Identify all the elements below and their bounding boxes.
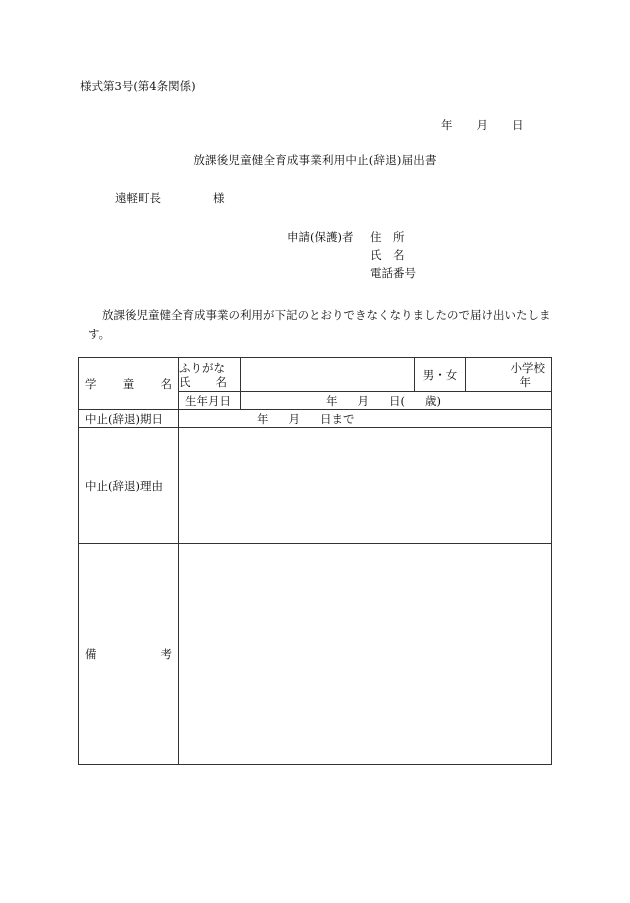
furigana-label: ふりがな	[179, 360, 225, 375]
stop-date-year: 年	[257, 411, 269, 426]
grade-label: 年	[519, 374, 531, 389]
stop-date-until: 日まで	[320, 411, 355, 426]
submission-date	[441, 120, 524, 132]
gender-cell[interactable]: 男・女	[415, 358, 466, 392]
stop-date-input[interactable]	[179, 410, 552, 428]
birthdate-month: 月	[357, 393, 369, 408]
birthdate-day: 日(	[389, 393, 405, 408]
birthdate-input[interactable]	[241, 392, 552, 410]
notification-table	[78, 357, 552, 765]
addressee-name: 遠軽町長	[115, 191, 161, 205]
stop-date-month: 月	[288, 411, 300, 426]
honorific: 様	[213, 191, 225, 205]
child-label-char: 童	[122, 376, 135, 391]
form-number: 様式第3号(第4条関係)	[80, 79, 196, 93]
applicant-label: 申請(保護)者	[287, 230, 354, 244]
applicant-name-label: 氏 名	[370, 248, 405, 262]
date-month: 月	[476, 118, 488, 132]
child-label-char: 名	[160, 376, 172, 391]
applicant-address-label: 住 所	[370, 230, 405, 244]
name-label-char: 氏	[179, 374, 191, 389]
remarks-label-cell	[79, 544, 179, 765]
remarks-label-char: 考	[160, 647, 172, 661]
birthdate-label: 生年月日	[179, 392, 241, 410]
name-label-char: 名	[215, 374, 227, 389]
child-label-char: 学	[85, 376, 97, 391]
furigana-name-label-cell	[179, 358, 241, 392]
table-row-remarks	[79, 544, 552, 765]
reason-label: 中止(辞退)理由	[79, 428, 179, 544]
remarks-input[interactable]	[179, 544, 552, 765]
reason-input[interactable]	[179, 428, 552, 544]
school-label: 小学校	[510, 360, 545, 375]
date-year: 年	[441, 118, 453, 132]
stop-date-label: 中止(辞退)期日	[79, 410, 179, 428]
table-row-stop-date	[79, 410, 552, 428]
applicant-phone-label: 電話番号	[370, 266, 416, 280]
child-label-cell	[79, 358, 179, 410]
birthdate-year: 年	[326, 393, 338, 408]
document-title: 放課後児童健全育成事業利用中止(辞退)届出書	[193, 153, 437, 167]
table-row-child	[79, 358, 552, 392]
school-grade-cell[interactable]	[466, 358, 552, 392]
remarks-label-char: 備	[85, 647, 97, 661]
birthdate-age: 歳)	[425, 393, 441, 408]
body-text: 放課後児童健全育成事業の利用が下記のとおりできなくなりましたので届け出いたします。	[88, 308, 551, 341]
child-name-input[interactable]	[241, 358, 415, 392]
date-day: 日	[512, 118, 524, 132]
table-row-reason	[79, 428, 552, 544]
addressee	[115, 193, 225, 205]
